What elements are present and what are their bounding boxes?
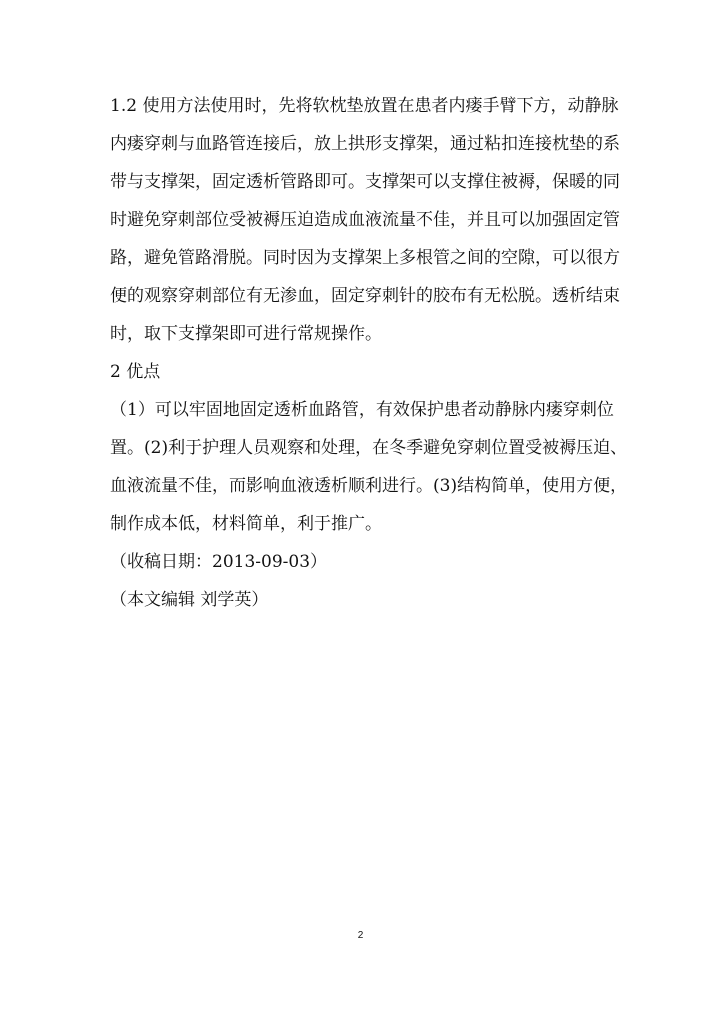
body-text-line-2: 内瘘穿刺与血路管连接后，放上拱形支撑架，通过粘扣连接枕垫的系	[110, 134, 620, 154]
body-text-line-4: 时避免穿刺部位受被褥压迫造成血液流量不佳，并且可以加强固定管	[110, 210, 620, 230]
body-text-line-11: 制作成本低，材料简单，利于推广。	[110, 514, 382, 534]
editor-note: （本文编辑 刘学英）	[110, 590, 269, 610]
received-date: （收稿日期：2013-09-03）	[110, 552, 328, 572]
page-number: 2	[357, 930, 364, 941]
body-text-line-7: 时，取下支撑架即可进行常规操作。	[110, 324, 382, 344]
section-heading: 2 优点	[110, 362, 161, 382]
body-text-line-5: 路，避免管路滑脱。同时因为支撑架上多根管之间的空隙，可以很方	[110, 248, 620, 268]
body-text-line-8: （1）可以牢固地固定透析血路管，有效保护患者动静脉内瘘穿刺位	[110, 400, 614, 420]
body-text-line-6: 便的观察穿刺部位有无渗血，固定穿刺针的胶布有无松脱。透析结束	[110, 286, 620, 306]
body-text-line-3: 带与支撑架，固定透析管路即可。支撑架可以支撑住被褥，保暖的同	[110, 172, 620, 192]
body-text-line-10: 血液流量不佳，而影响血液透析顺利进行。(3)结构简单，使用方便，	[110, 476, 628, 496]
body-text-line-1: 1.2 使用方法使用时，先将软枕垫放置在患者内瘘手臂下方，动静脉	[110, 96, 619, 116]
body-text-line-9: 置。(2)利于护理人员观察和处理，在冬季避免穿刺位置受被褥压迫、	[110, 438, 628, 458]
